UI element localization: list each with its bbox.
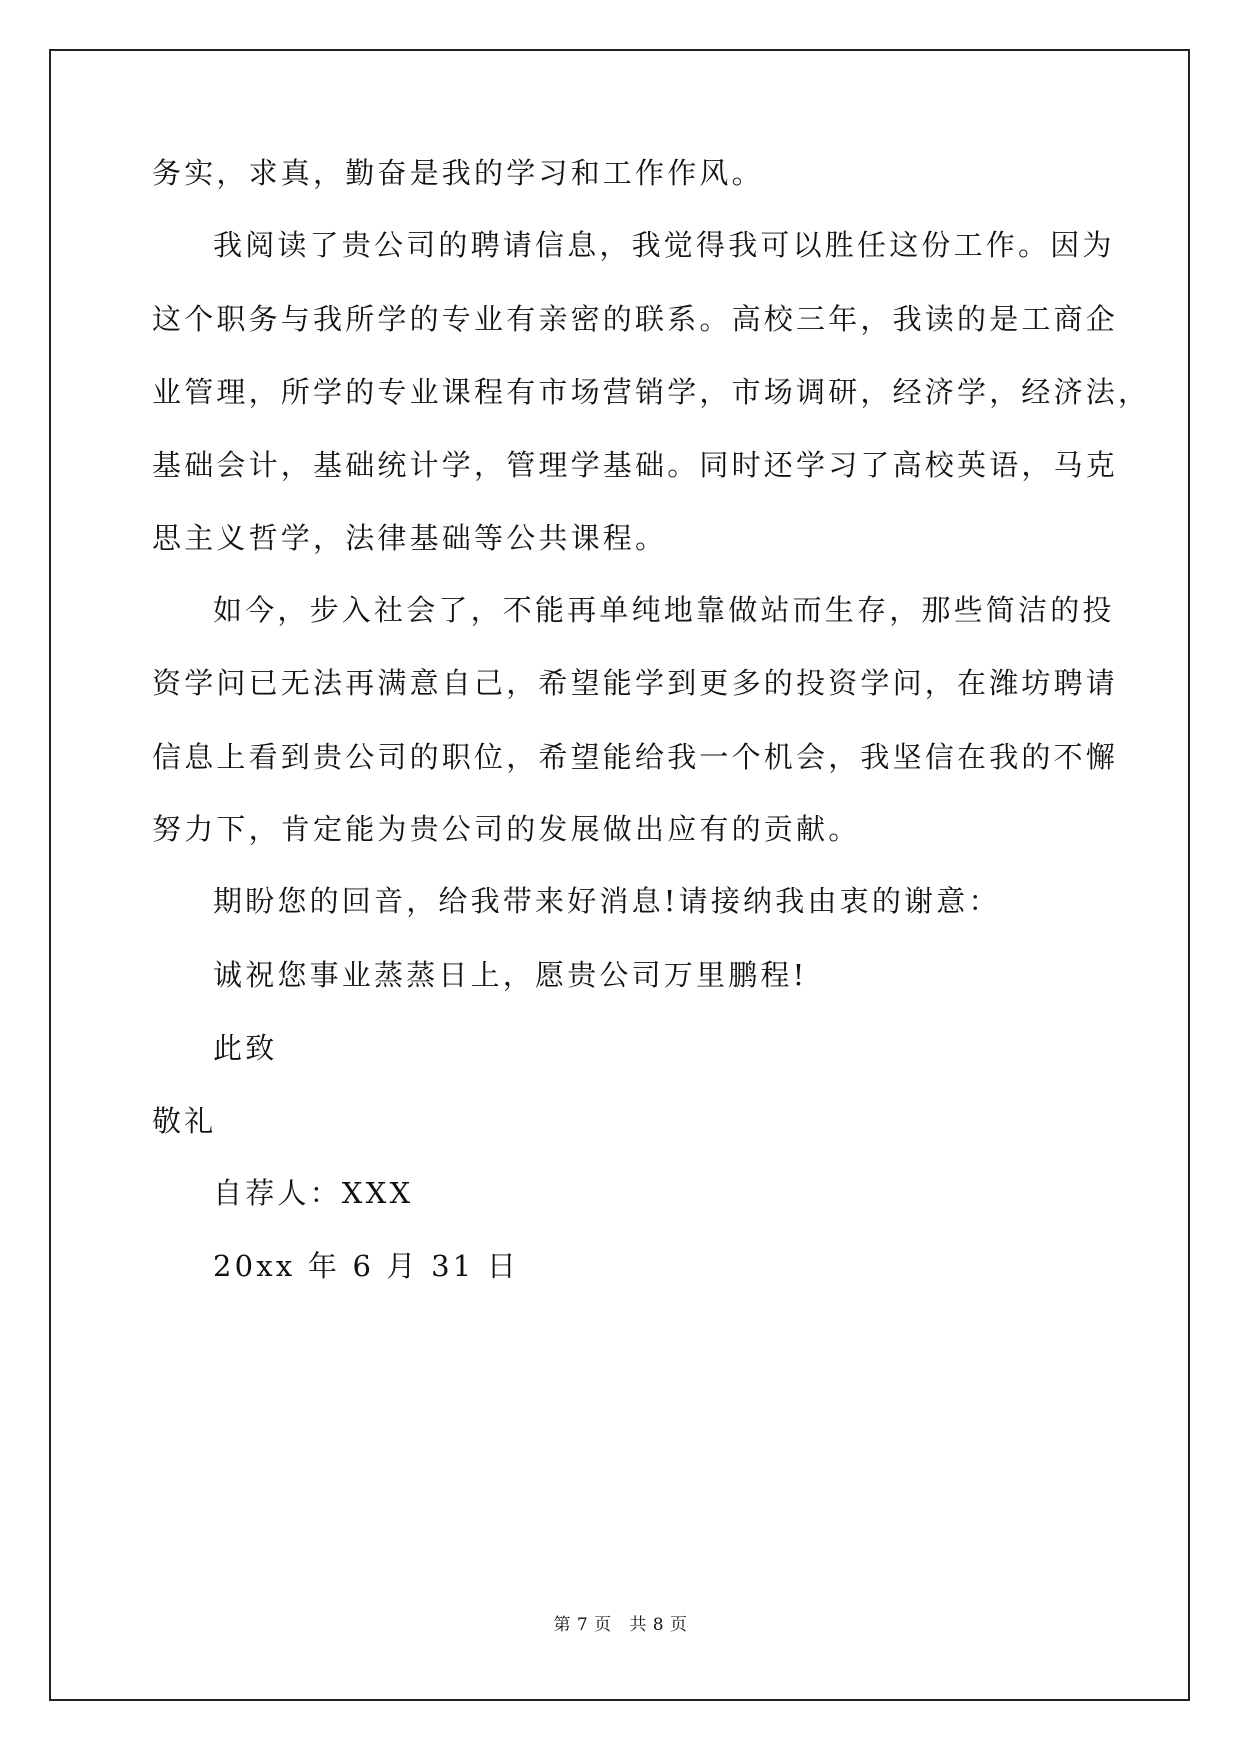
salutation-jingli: 敬礼: [152, 1104, 217, 1138]
body-line-8: 资学问已无法再满意自己，希望能学到更多的投资学问，在潍坊聘请: [152, 666, 1119, 700]
closing-line-2: 诚祝您事业蒸蒸日上，愿贵公司万里鹏程!: [213, 958, 808, 992]
body-line-5: 基础会计，基础统计学，管理学基础。同时还学习了高校英语，马克: [152, 448, 1119, 482]
body-line-1: 务实，求真，勤奋是我的学习和工作作风。: [152, 156, 764, 190]
body-line-7: 如今，步入社会了，不能再单纯地靠做站而生存，那些简洁的投: [213, 593, 1115, 627]
salutation-cizhi: 此致: [213, 1031, 278, 1065]
body-line-6: 思主义哲学，法律基础等公共课程。: [152, 521, 668, 555]
body-line-2: 我阅读了贵公司的聘请信息，我觉得我可以胜任这份工作。因为: [213, 228, 1115, 262]
body-line-10: 努力下，肯定能为贵公司的发展做出应有的贡献。: [152, 812, 861, 846]
closing-line-1: 期盼您的回音，给我带来好消息!请接纳我由衷的谢意：: [213, 884, 1001, 918]
signature: 自荐人：XXX: [213, 1176, 414, 1210]
body-line-9: 信息上看到贵公司的职位，希望能给我一个机会，我坚信在我的不懈: [152, 740, 1119, 774]
page-border: [49, 49, 1190, 1701]
date: 20xx 年 6 月 31 日: [213, 1249, 520, 1283]
body-line-4: 业管理，所学的专业课程有市场营销学，市场调研，经济学，经济法，: [152, 375, 1151, 409]
body-line-3: 这个职务与我所学的专业有亲密的联系。高校三年，我读的是工商企: [152, 302, 1119, 336]
page-number: 第 7 页 共 8 页: [553, 1615, 688, 1635]
